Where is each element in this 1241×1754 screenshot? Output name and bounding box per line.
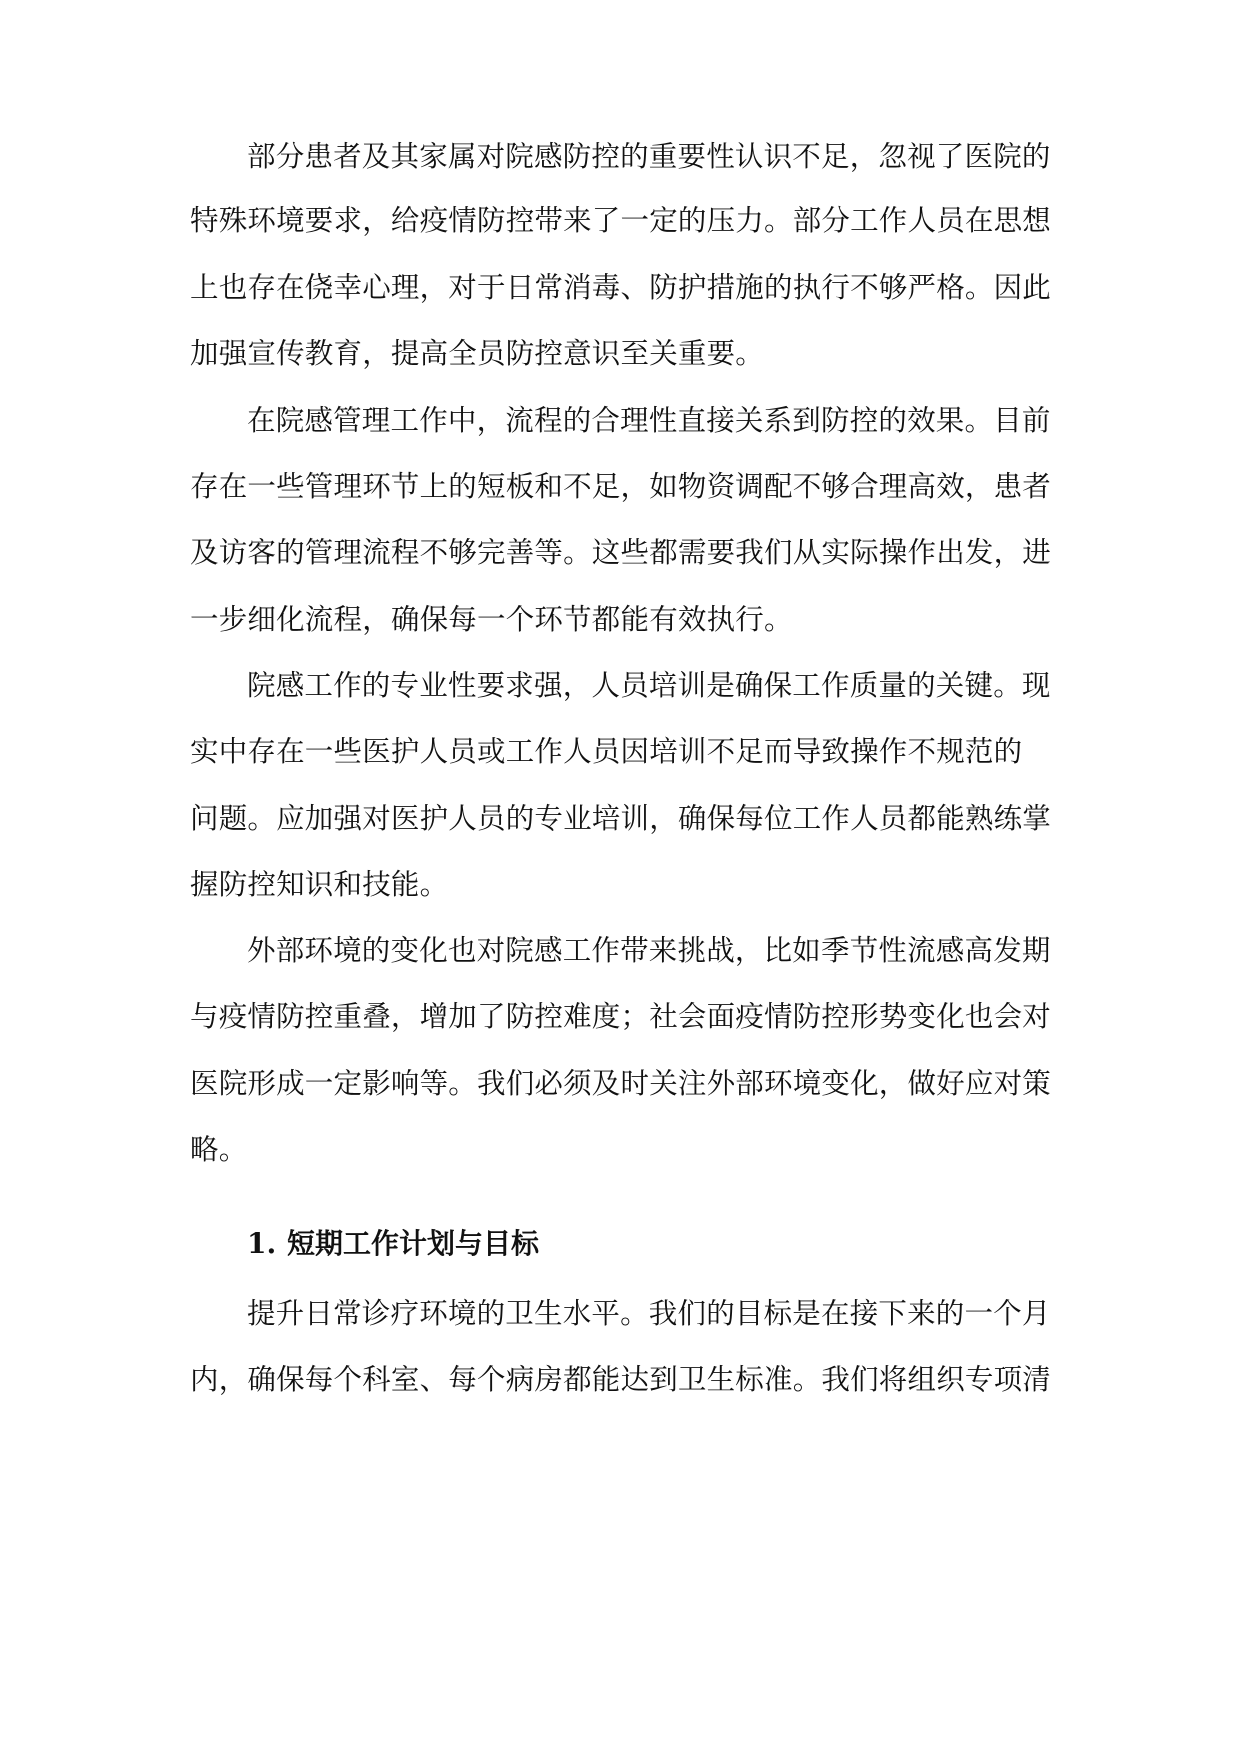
text-line: 外部环境的变化也对院感工作带来挑战，比如季节性流感高发期 — [247, 934, 1051, 967]
text-line: 与疫情防控重叠，增加了防控难度；社会面疫情防控形势变化也会对 — [190, 1000, 1052, 1033]
section-heading — [247, 1224, 539, 1264]
text-line: 及访客的管理流程不够完善等。这些都需要我们从实际操作出发，进 — [190, 536, 1052, 569]
text-line: 院感工作的专业性要求强，人员培训是确保工作质量的关键。现 — [247, 669, 1051, 702]
text-line: 上也存在侥幸心理，对于日常消毒、防护措施的执行不够严格。因此 — [190, 271, 1052, 304]
text-line: 内，确保每个科室、每个病房都能达到卫生标准。我们将组织专项清 — [190, 1363, 1052, 1396]
text-line: 实中存在一些医护人员或工作人员因培训不足而导致操作不规范的 — [190, 735, 1023, 768]
text-line: 一步细化流程，确保每一个环节都能有效执行。 — [190, 603, 793, 636]
text-line: 医院形成一定影响等。我们必须及时关注外部环境变化，做好应对策 — [190, 1067, 1052, 1100]
text-line: 握防控知识和技能。 — [190, 868, 449, 901]
text-line: 加强宣传教育，提高全员防控意识至关重要。 — [190, 337, 765, 370]
section-title: 短期工作计划与目标 — [287, 1227, 540, 1260]
section-number: 1. — [247, 1227, 277, 1260]
text-line: 略。 — [190, 1133, 248, 1166]
text-line: 提升日常诊疗环境的卫生水平。我们的目标是在接下来的一个月 — [247, 1297, 1051, 1330]
text-line: 存在一些管理环节上的短板和不足，如物资调配不够合理高效，患者 — [190, 470, 1052, 503]
text-line: 问题。应加强对医护人员的专业培训，确保每位工作人员都能熟练掌 — [190, 802, 1052, 835]
text-line: 部分患者及其家属对院感防控的重要性认识不足，忽视了医院的 — [247, 140, 1051, 173]
text-line: 在院感管理工作中，流程的合理性直接关系到防控的效果。目前 — [247, 404, 1051, 437]
text-line: 特殊环境要求，给疫情防控带来了一定的压力。部分工作人员在思想 — [190, 204, 1052, 237]
